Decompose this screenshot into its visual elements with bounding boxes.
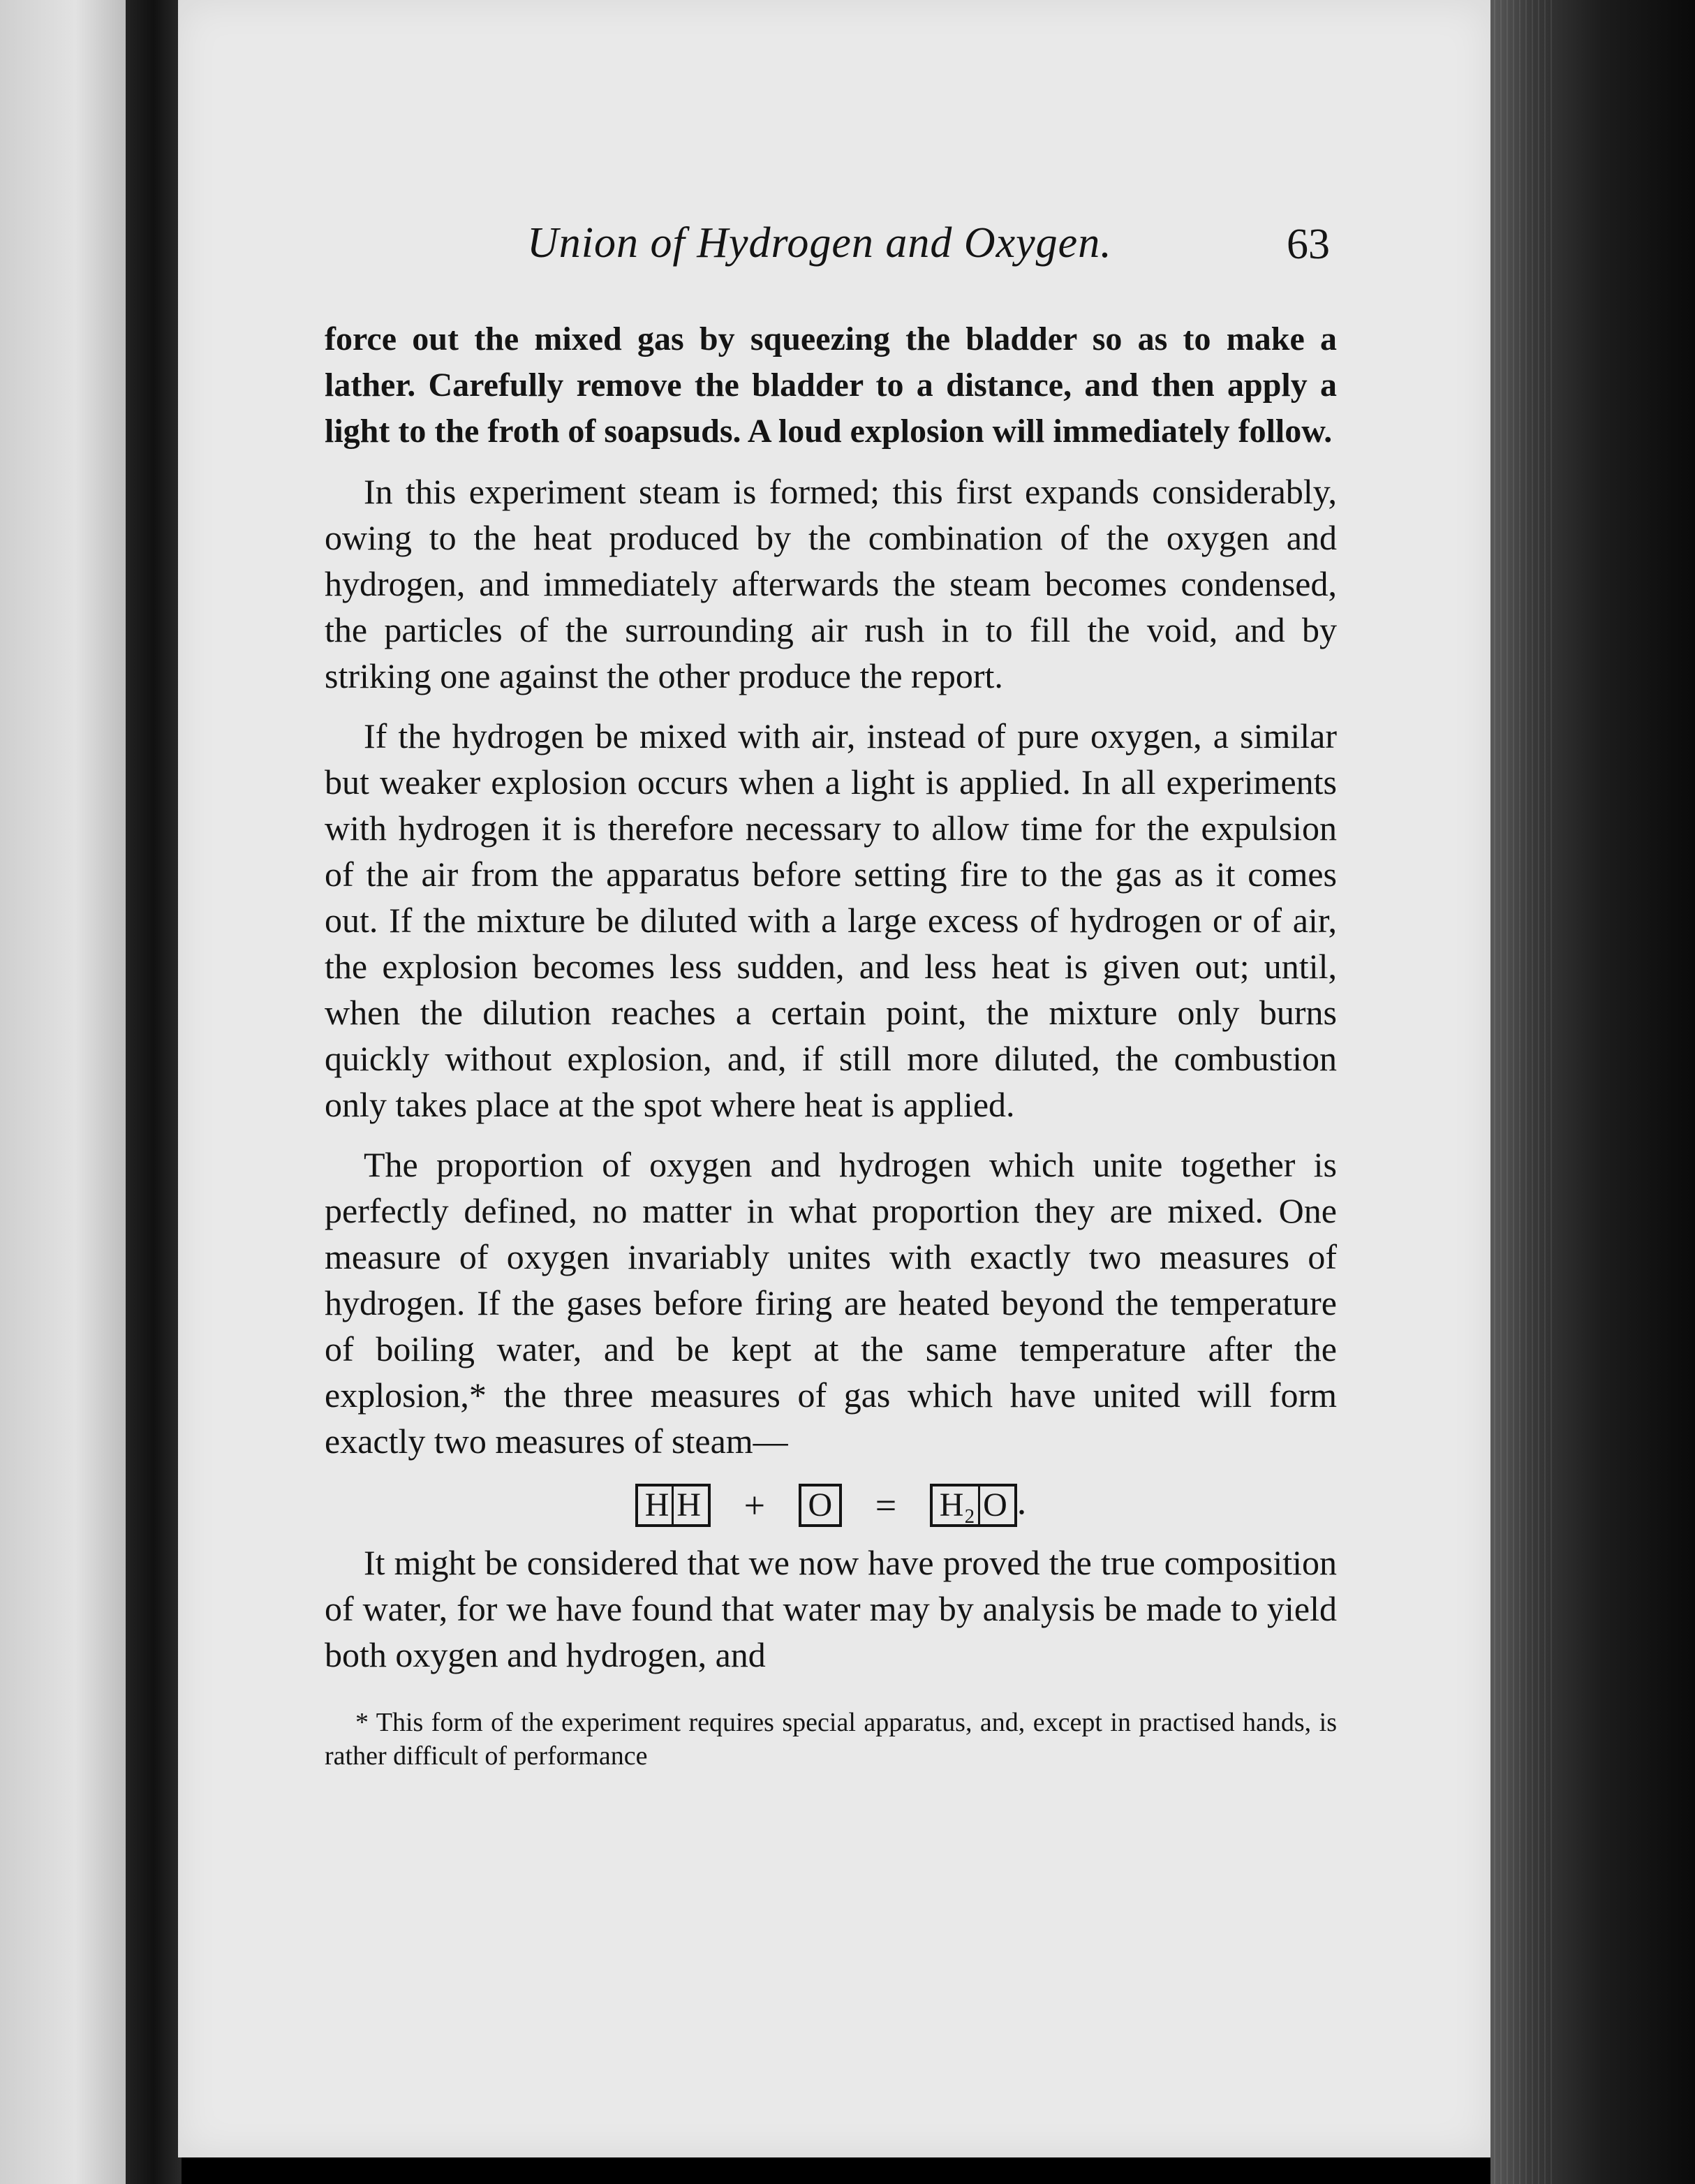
equation-cell: O (978, 1486, 1010, 1524)
paragraph-steam-formed: In this experiment steam is formed; this first expands considerably, owing to the heat produced by the combination of the oxygen and hydrogen, and immediately afterwards the steam becomes condensed, the particles of the surrounding air rush in to fill the void, and by striking one against the other produce the report. (325, 472, 1337, 695)
page-text-block (325, 206, 1337, 1773)
equation-cell: H (644, 1486, 669, 1523)
binding-gutter (126, 0, 182, 2184)
paragraph-proportion: The proportion of oxygen and hydrogen which unite together is perfectly defined, no matter in what proportion they are mixed. One measure of oxygen invariably unites with exactly two measures of hydrogen. If the gases before firing are heated beyond the temperature of boiling water, and be kept at the same temperature after the explosion,* the three measures of gas which have united will form exactly two measures of steam— (325, 1145, 1337, 1461)
running-head (325, 206, 1337, 311)
equation-equals: = (875, 1484, 897, 1526)
equation-cell: O (808, 1486, 833, 1523)
equation-cell: H (672, 1486, 704, 1524)
footnote: * This form of the experiment requires special apparatus, and, except in practised hands, is rather difficult of performance (325, 1707, 1337, 1771)
previous-page-edge (0, 0, 126, 2184)
paragraph-mixed-with-air: If the hydrogen be mixed with air, instead of pure oxygen, a similar but weaker explosion occurs when a light is applied. In all experiments with hydrogen it is therefore necessary to allow time for the expulsion of the air from the apparatus before setting fire to the gas as it comes out. If the mixture be diluted with a large excess of hydrogen or of air, the explosion becomes less sudden, and less heat is given out; until, when the dilution reaches a certain point, the mixture only burns quickly without explosion, and, if still more diluted, the combustion only takes place at the spot where heat is applied. (325, 716, 1337, 1124)
water-equation (325, 1477, 1337, 1530)
running-head-title: Union of Hydrogen and Oxygen. (527, 219, 1112, 267)
paragraph-continuation: force out the mixed gas by squeezing the bladder so as to make a lather. Carefully remove the bladder to a distance, and then apply a light to the froth of soapsuds. A loud explosion will immediately follow. (325, 320, 1337, 450)
page-stack-lines (1494, 0, 1557, 2184)
oxygen-box (799, 1484, 843, 1527)
paragraph-composition: It might be considered that we now have proved the true composition of water, for we have found that water may by analysis be made to yield both oxygen and hydrogen, and (325, 1542, 1337, 1674)
page-number: 63 (1287, 221, 1330, 268)
hydrogen-pair-box (635, 1484, 711, 1527)
equation-plus: + (743, 1484, 766, 1526)
water-box (930, 1484, 1017, 1527)
equation-period: . (1016, 1480, 1027, 1522)
equation-cell: H₂ (939, 1486, 976, 1523)
